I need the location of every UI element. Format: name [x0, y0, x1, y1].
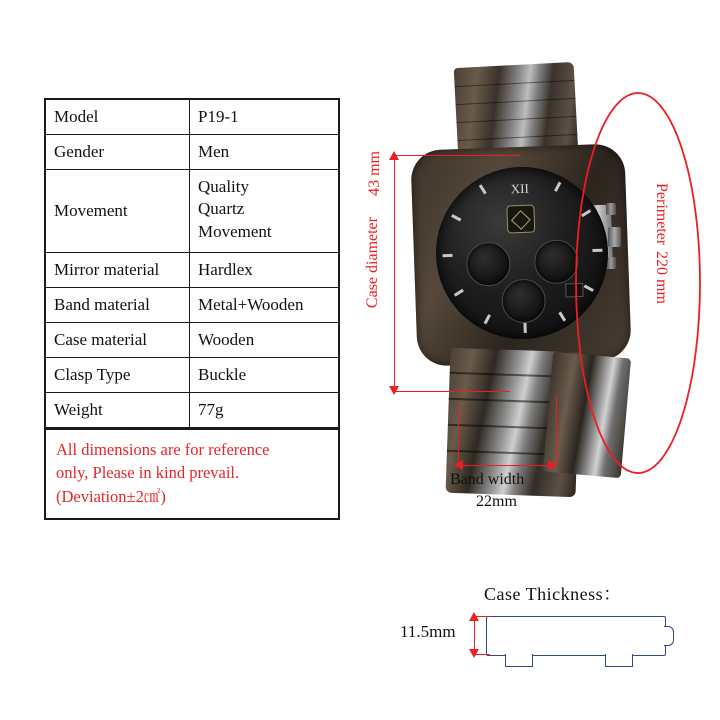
disclaimer-line: (Deviation±2㎠) — [56, 486, 166, 506]
dial-hour-marker-xii: XII — [510, 180, 530, 197]
spec-key: Band material — [46, 288, 190, 322]
case-profile-outline — [486, 616, 666, 656]
spec-value: Wooden — [198, 329, 255, 349]
case-diameter-leader-top — [394, 155, 520, 156]
spec-key: Movement — [46, 170, 190, 252]
subdial-left — [466, 241, 512, 287]
band-width-leader-left — [458, 407, 459, 465]
table-row — [46, 358, 338, 393]
disclaimer-note — [46, 428, 338, 518]
spec-value: 77g — [198, 399, 224, 419]
spec-value: Metal+Wooden — [198, 294, 304, 314]
spec-key: Gender — [46, 135, 190, 169]
band-width-dimension-line — [458, 465, 556, 466]
spec-value — [190, 170, 338, 252]
case-profile-lug-right — [605, 654, 633, 667]
spec-key: Weight — [46, 393, 190, 427]
band-width-value: 22mm — [476, 493, 517, 510]
specification-table — [44, 98, 340, 520]
table-row — [46, 135, 338, 170]
perimeter-value: 220 mm — [653, 251, 670, 304]
case-diameter-leader-bottom — [394, 391, 510, 392]
masonic-logo-icon — [506, 205, 535, 234]
table-row — [46, 288, 338, 323]
band-width-label: Band width — [450, 471, 525, 488]
case-profile-crown-nub — [664, 626, 674, 646]
spec-value: Buckle — [198, 364, 247, 384]
case-diameter-dimension-line — [394, 155, 395, 391]
spec-key: Case material — [46, 323, 190, 357]
band-width-arrow-left — [454, 460, 463, 470]
perimeter-ellipse-icon — [572, 83, 704, 483]
spec-value: P19-1 — [198, 106, 239, 126]
case-thickness-diagram — [400, 580, 700, 690]
case-profile-lug-left — [505, 654, 533, 667]
spec-key: Clasp Type — [46, 358, 190, 392]
subdial-bottom — [501, 278, 547, 324]
table-row — [46, 253, 338, 288]
case-diameter-label: Case diameter — [364, 217, 381, 309]
table-row — [46, 100, 338, 135]
case-thickness-title: Case Thickness： — [484, 584, 622, 604]
spec-value-line: Movement — [198, 221, 272, 241]
spec-value: Men — [198, 141, 230, 161]
watch-diagram — [352, 55, 704, 525]
case-thickness-value: 11.5mm — [400, 622, 456, 641]
spec-value: Hardlex — [198, 259, 253, 279]
thickness-leader-bottom — [474, 654, 490, 655]
spec-key: Mirror material — [46, 253, 190, 287]
band-width-leader-right — [556, 395, 557, 465]
table-row — [46, 170, 338, 253]
perimeter-label: Perimeter — [653, 183, 670, 246]
table-row — [46, 323, 338, 358]
spec-value-line: Quality — [198, 177, 249, 196]
thickness-leader-top — [474, 616, 490, 617]
spec-value-line: Quartz — [198, 199, 245, 219]
disclaimer-line: All dimensions are for reference — [56, 440, 270, 459]
disclaimer-line: only, Please in kind prevail. — [56, 463, 240, 483]
table-row — [46, 393, 338, 428]
spec-key: Model — [46, 100, 190, 134]
case-diameter-value: 43 mm — [366, 151, 383, 196]
band-width-arrow-right — [548, 460, 557, 470]
